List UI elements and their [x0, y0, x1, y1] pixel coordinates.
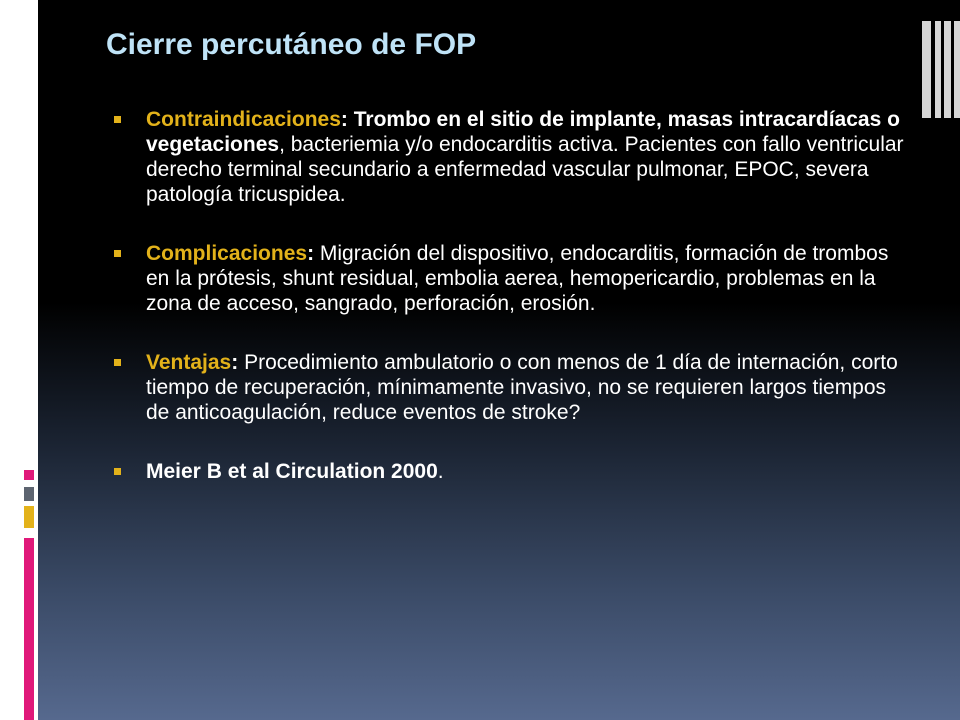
square-bullet-icon — [114, 250, 121, 257]
decor-bar-pink-small — [24, 470, 34, 480]
bullet-contraindicaciones — [114, 107, 904, 207]
body-text: Procedimiento ambulatorio o con menos de 1 día de internación, corto tiempo de recuperación, mínimamente invasivo, no se requieren largos tiempos de anticoagulación, reduce eventos de stroke? — [146, 351, 898, 424]
reference-period: . — [437, 460, 444, 483]
bullet-list — [114, 107, 904, 518]
decor-bar-right-1 — [922, 21, 931, 118]
keyword-label: Contraindicaciones — [146, 108, 341, 131]
decor-bar-right-2 — [935, 21, 941, 118]
bullet-ventajas — [114, 350, 904, 425]
keyword-colon: : — [231, 351, 239, 374]
bullet-reference — [114, 459, 904, 484]
bullet-complicaciones — [114, 241, 904, 316]
decor-bar-right-4 — [954, 21, 960, 118]
body-text: Migración del dispositivo, endocarditis, formación de trombos en la prótesis, shunt residual, embolia aerea, hemopericardio, problemas en la zona de acceso, sangrado, perforación, erosión. — [146, 242, 889, 315]
reference-text: Meier B et al Circulation 2000 — [146, 460, 438, 483]
slide-canvas — [38, 0, 960, 720]
square-bullet-icon — [114, 116, 121, 123]
body-text: , bacteriemia y/o endocarditis activa. Pacientes con fallo ventricular derecho terminal secundario a enfermedad vascular pulmonar, EPOC, severa patología tricuspidea. — [146, 133, 904, 206]
bold-text: Trombo en el sitio de implante, masas intracardíacas o vegetaciones — [146, 108, 900, 156]
square-bullet-icon — [114, 468, 121, 475]
slide-title: Cierre percutáneo de FOP — [106, 28, 477, 61]
decor-bar-gray — [24, 487, 34, 501]
keyword-label: Complicaciones — [146, 242, 308, 265]
keyword-label: Ventajas — [146, 351, 232, 374]
decor-bar-right-3 — [944, 21, 951, 118]
decor-bar-pink-long — [24, 538, 34, 720]
square-bullet-icon — [114, 359, 121, 366]
keyword-colon: : — [340, 108, 348, 131]
decor-bar-gold — [24, 506, 34, 528]
keyword-colon: : — [307, 242, 315, 265]
